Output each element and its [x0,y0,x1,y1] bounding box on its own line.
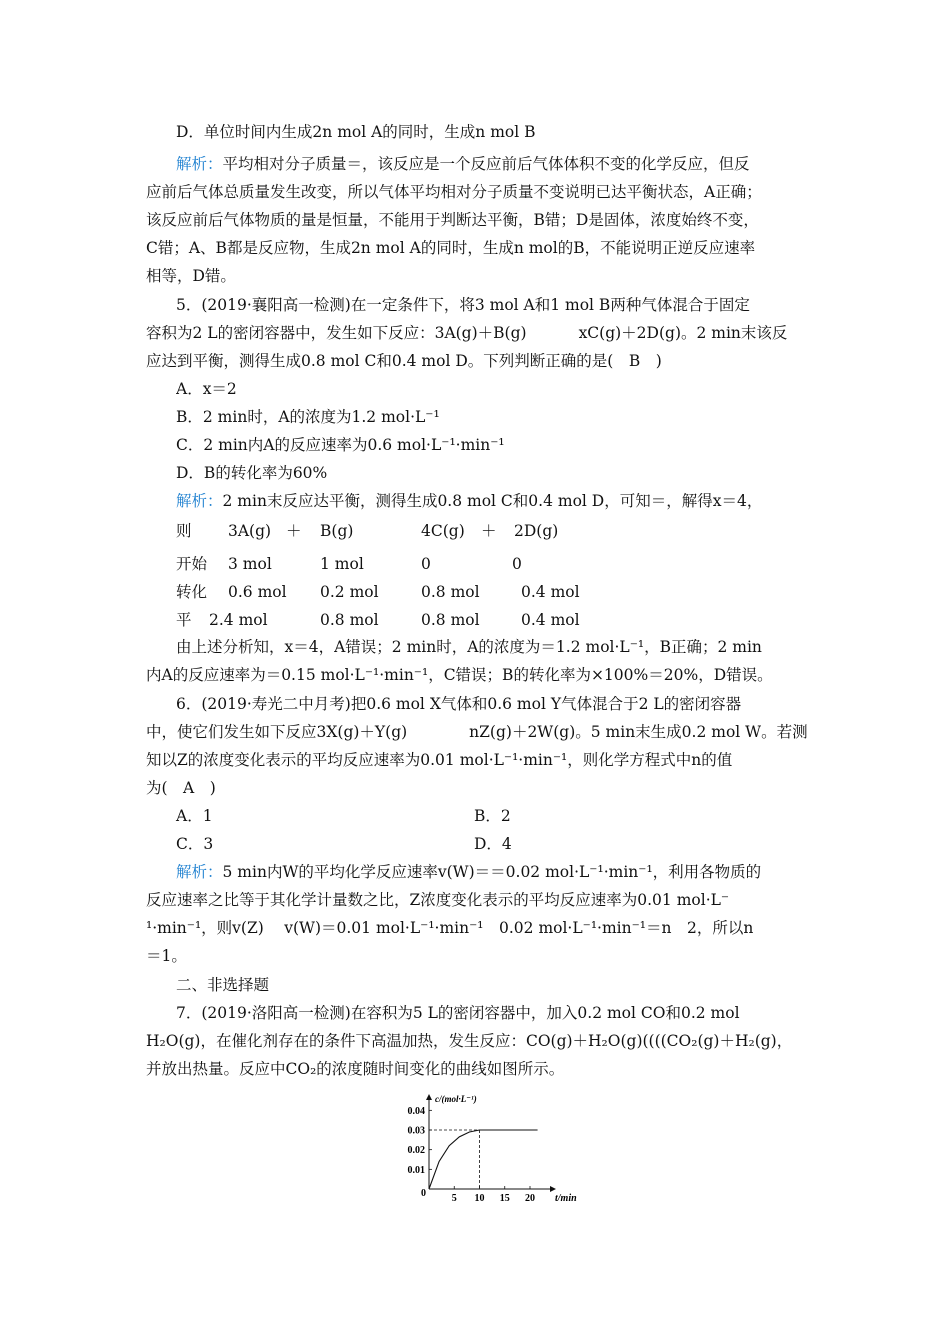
table-header-cell: 2D(g) [514,522,559,540]
q6-stem: 中，使它们发生如下反应3X(g)＋Y(g) nZ(g)＋2W(g)。5 min末生成0.2 mol W。若测 [146,723,808,741]
table-cell: 开始 [176,555,208,573]
concentration-curve [429,1130,538,1189]
x-tick-label: 10 [474,1193,485,1204]
table-cell: 0.2 mol [320,583,379,601]
q6-stem: 为( A ) [146,779,216,797]
y-axis-label: c/(mol·L⁻¹) [435,1094,477,1104]
x-axis-label: t/min [555,1193,577,1204]
x-tick-label: 5 [451,1193,457,1204]
table-header-cell: ＋ [481,522,497,540]
table-header-cell: 3A(g) [228,522,272,540]
q4-analysis-line: 相等，D错。 [146,267,236,285]
q5-option-c: C．2 min内A的反应速率为0.6 mol·L⁻¹·min⁻¹ [176,436,505,454]
q4-analysis-line: C错；A、B都是反应物，生成2n mol A的同时，生成n mol的B，不能说明正逆反应速率 [146,239,756,257]
q6-option-c: C．3 [176,835,214,853]
y-tick-label: 0.03 [407,1125,425,1137]
q6-analysis-line: 解析：5 min内W的平均化学反应速率v(W)＝＝0.02 mol·L⁻¹·min⁻¹，利用各物质的 [176,863,762,881]
q4-analysis-line: 该反应前后气体物质的量是恒量，不能用于判断达平衡，B错；D是固体，浓度始终不变， [146,211,759,229]
y-tick-label: 0.01 [407,1164,425,1176]
q6-option-d: D．4 [474,835,512,853]
x-tick-label: 15 [499,1193,510,1204]
x-tick-label: 20 [525,1193,535,1204]
q6-analysis-line: ¹·min⁻¹，则v(Z) v(W)＝0.01 mol·L⁻¹·min⁻¹ 0.02 mol·L⁻¹·min⁻¹＝n 2，所以n [146,919,754,937]
q5-analysis-line: 内A的反应速率为＝0.15 mol·L⁻¹·min⁻¹，C错误；B的转化率为×100%＝20%，D错误。 [146,666,773,684]
concentration-time-chart [395,1090,595,1205]
q5-stem: 容积为2 L的密闭容器中，发生如下反应：3A(g)＋B(g) xC(g)＋2D(g)。2 min末该反 [146,324,788,342]
q6-option-a: A．1 [176,807,213,825]
q4-analysis-line: 解析：平均相对分子质量＝，该反应是一个反应前后气体体积不变的化学反应，但反 [176,155,750,173]
q5-stem: 应达到平衡，测得生成0.8 mol C和0.4 mol D。下列判断正确的是( B ) [146,352,662,370]
q5-stem: 5．(2019·襄阳高一检测)在一定条件下，将3 mol A和1 mol B两种气体混合于固定 [176,296,750,314]
q6-stem: 6．(2019·寿光二中月考)把0.6 mol X气体和0.6 mol Y气体混合于2 L的密闭容器 [176,695,742,713]
table-cell: 0.8 mol [320,611,379,629]
q7-stem: H₂O(g)，在催化剂存在的条件下高温加热，发生反应：CO(g)＋H₂O(g)((((CO₂(g)＋H₂(g)， [146,1032,793,1050]
q6-stem: 知以Z的浓度变化表示的平均反应速率为0.01 mol·L⁻¹·min⁻¹，则化学方程式中n的值 [146,751,733,769]
table-cell: 0.6 mol [228,583,287,601]
q4-analysis-line: 应前后气体总质量发生改变，所以气体平均相对分子质量不变说明已达平衡状态，A正确； [146,183,762,201]
q5-analysis-line: 由上述分析知，x＝4，A错误；2 min时，A的浓度为＝1.2 mol·L⁻¹，B正确；2 min [176,638,762,656]
table-cell: 0 [512,555,522,573]
analysis-label: 解析： [176,492,223,510]
q6-option-b: B．2 [474,807,511,825]
table-cell: 转化 [176,583,208,601]
table-header-cell: ＋ [286,522,302,540]
origin-label: 0 [421,1188,426,1199]
table-cell: 0.4 mol [521,611,580,629]
q4-option-d: D．单位时间内生成2n mol A的同时，生成n mol B [176,123,536,141]
q5-analysis-line: 解析：2 min末反应达平衡，测得生成0.8 mol C和0.4 mol D，可知＝，解得x＝4， [176,492,763,510]
q6-analysis-line: ＝1。 [146,947,187,965]
table-cell: 0.4 mol [521,583,580,601]
table-cell: 3 mol [228,555,272,573]
q7-stem: 并放出热量。反应中CO₂的浓度随时间变化的曲线如图所示。 [146,1060,565,1078]
y-tick-label: 0.02 [407,1145,425,1157]
table-cell: 平 [176,611,192,629]
q7-stem: 7．(2019·洛阳高一检测)在容积为5 L的密闭容器中，加入0.2 mol CO和0.2 mol [176,1004,740,1022]
q5-option-a: A．x＝2 [176,380,237,398]
analysis-label: 解析： [176,155,223,173]
y-tick-label: 0.04 [407,1105,425,1117]
table-header-cell: 则 [176,522,192,540]
section-heading: 二、非选择题 [176,976,270,994]
table-cell: 1 mol [320,555,364,573]
q5-option-d: D．B的转化率为60% [176,464,328,482]
table-cell: 0.8 mol [421,611,480,629]
table-cell: 0 [421,555,431,573]
analysis-label: 解析： [176,863,223,881]
q6-analysis-line: 反应速率之比等于其化学计量数之比，Z浓度变化表示的平均反应速率为0.01 mol·L⁻ [146,891,730,909]
q5-option-b: B．2 min时，A的浓度为1.2 mol·L⁻¹ [176,408,440,426]
table-header-cell: 4C(g) [421,522,465,540]
table-cell: 0.8 mol [421,583,480,601]
table-header-cell: B(g) [320,522,354,540]
table-cell: 2.4 mol [209,611,268,629]
